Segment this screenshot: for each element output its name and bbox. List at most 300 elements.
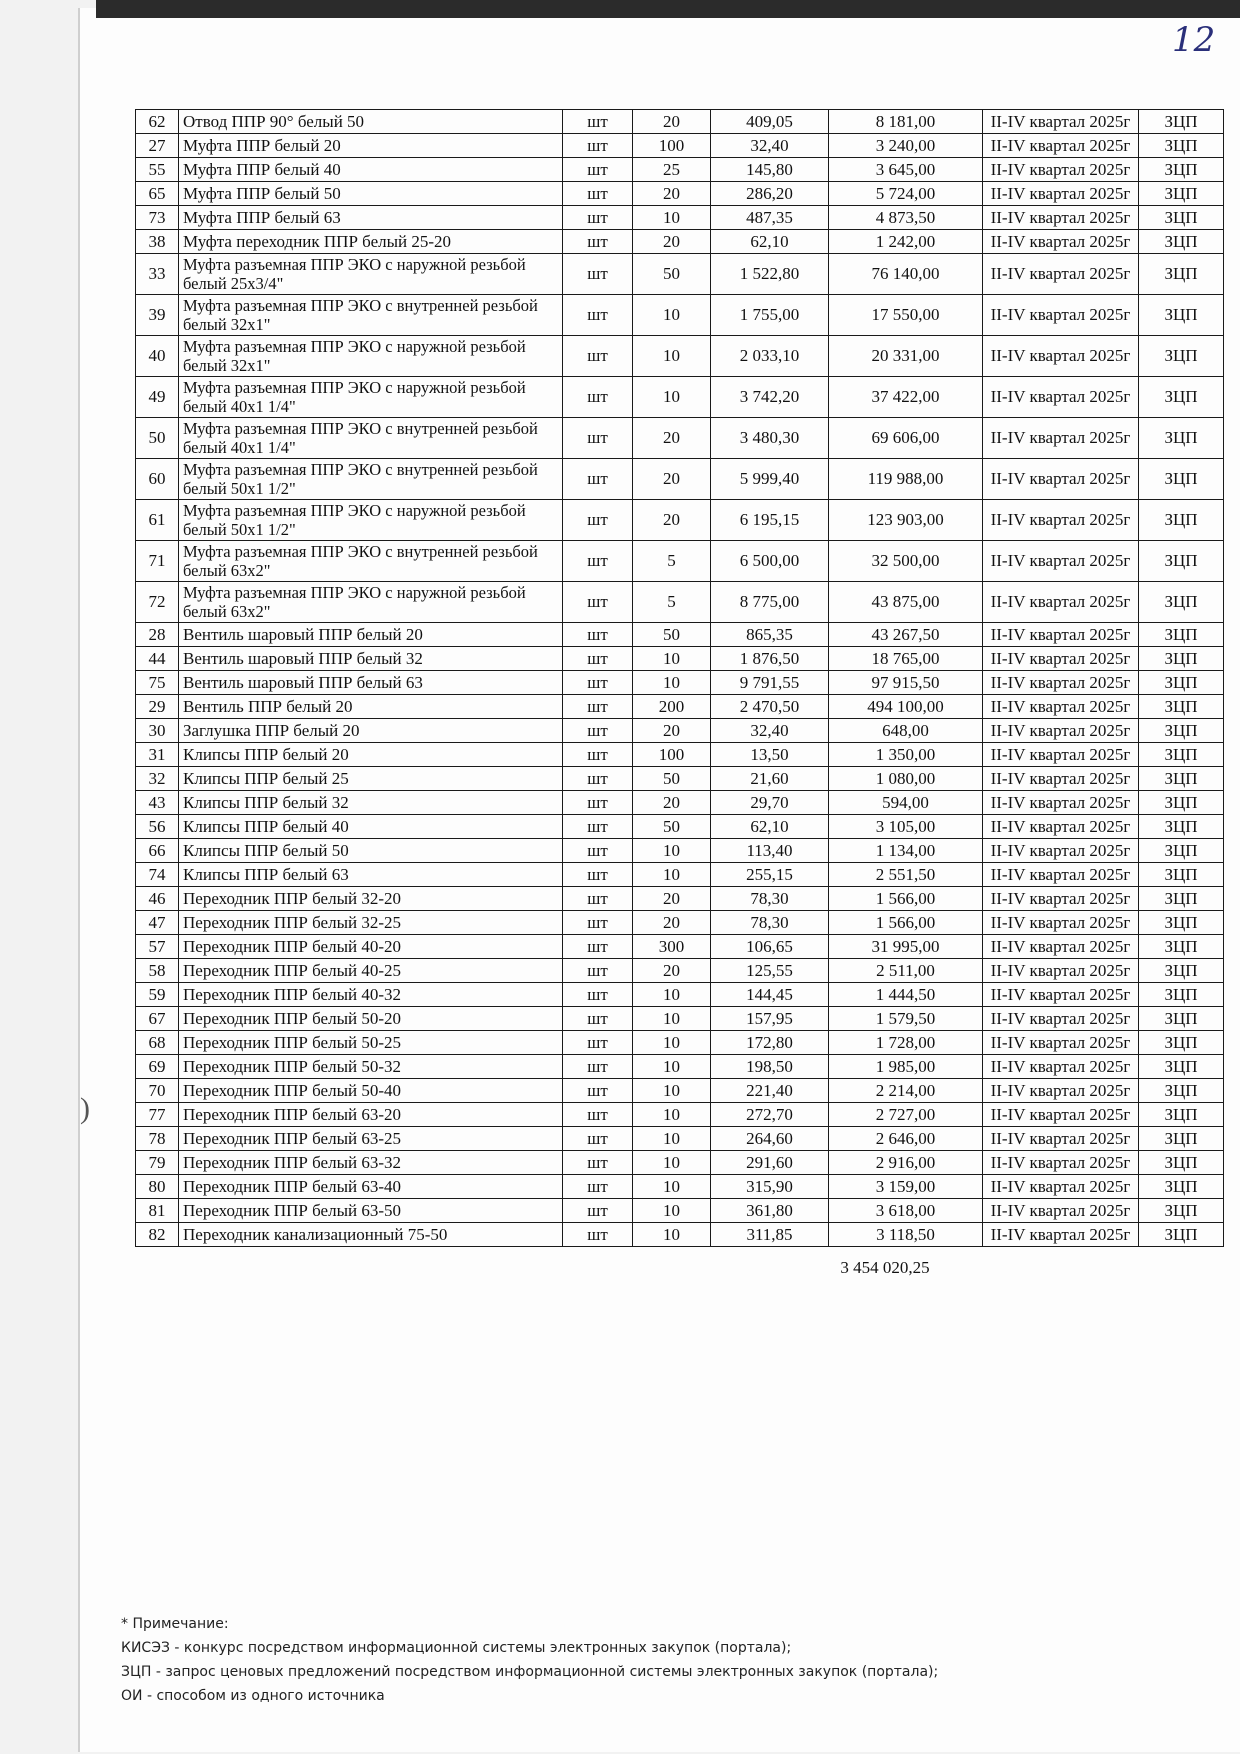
item-name: Вентиль шаровый ППР белый 32 xyxy=(179,647,563,671)
unit-cell: шт xyxy=(563,1055,633,1079)
sum-cell: 1 579,50 xyxy=(829,1007,983,1031)
table-row xyxy=(136,887,1224,911)
price-cell: 487,35 xyxy=(711,206,829,230)
unit-cell: шт xyxy=(563,815,633,839)
term-cell: II-IV квартал 2025г xyxy=(983,459,1139,500)
row-number: 31 xyxy=(136,743,179,767)
unit-cell: шт xyxy=(563,295,633,336)
items-table xyxy=(135,109,1224,1247)
quantity-cell: 20 xyxy=(633,418,711,459)
sum-cell: 1 080,00 xyxy=(829,767,983,791)
item-name: Муфта разъемная ППР ЭКО с внутренней резьбой белый 63х2" xyxy=(179,541,563,582)
price-cell: 865,35 xyxy=(711,623,829,647)
table-row xyxy=(136,418,1224,459)
method-cell: ЗЦП xyxy=(1139,911,1224,935)
sum-cell: 1 728,00 xyxy=(829,1031,983,1055)
sum-cell: 2 916,00 xyxy=(829,1151,983,1175)
row-number: 78 xyxy=(136,1127,179,1151)
unit-cell: шт xyxy=(563,206,633,230)
sum-cell: 1 134,00 xyxy=(829,839,983,863)
item-name: Муфта разъемная ППР ЭКО с внутренней резьбой белый 40х1 1/4" xyxy=(179,418,563,459)
table-row xyxy=(136,1175,1224,1199)
price-cell: 291,60 xyxy=(711,1151,829,1175)
table-row xyxy=(136,1223,1224,1247)
row-number: 49 xyxy=(136,377,179,418)
row-number: 66 xyxy=(136,839,179,863)
term-cell: II-IV квартал 2025г xyxy=(983,158,1139,182)
item-name: Переходник ППР белый 32-20 xyxy=(179,887,563,911)
sum-cell: 3 118,50 xyxy=(829,1223,983,1247)
term-cell: II-IV квартал 2025г xyxy=(983,1007,1139,1031)
method-cell: ЗЦП xyxy=(1139,815,1224,839)
term-cell: II-IV квартал 2025г xyxy=(983,254,1139,295)
row-number: 44 xyxy=(136,647,179,671)
row-number: 39 xyxy=(136,295,179,336)
quantity-cell: 50 xyxy=(633,254,711,295)
table-row xyxy=(136,206,1224,230)
unit-cell: шт xyxy=(563,582,633,623)
method-cell: ЗЦП xyxy=(1139,983,1224,1007)
notes-line-zcp: ЗЦП - запрос ценовых предложений посредством информационной системы электронных закупок (портала); xyxy=(121,1664,939,1680)
item-name: Вентиль шаровый ППР белый 63 xyxy=(179,671,563,695)
price-cell: 6 195,15 xyxy=(711,500,829,541)
term-cell: II-IV квартал 2025г xyxy=(983,336,1139,377)
quantity-cell: 20 xyxy=(633,500,711,541)
price-cell: 78,30 xyxy=(711,887,829,911)
item-name: Переходник ППР белый 50-25 xyxy=(179,1031,563,1055)
row-number: 40 xyxy=(136,336,179,377)
sum-cell: 3 618,00 xyxy=(829,1199,983,1223)
price-cell: 29,70 xyxy=(711,791,829,815)
price-cell: 3 480,30 xyxy=(711,418,829,459)
row-number: 58 xyxy=(136,959,179,983)
table-row xyxy=(136,719,1224,743)
item-name: Клипсы ППР белый 32 xyxy=(179,791,563,815)
item-name: Муфта ППР белый 40 xyxy=(179,158,563,182)
price-cell: 3 742,20 xyxy=(711,377,829,418)
price-cell: 221,40 xyxy=(711,1079,829,1103)
item-name: Клипсы ППР белый 50 xyxy=(179,839,563,863)
price-cell: 157,95 xyxy=(711,1007,829,1031)
item-name: Переходник ППР белый 40-20 xyxy=(179,935,563,959)
term-cell: II-IV квартал 2025г xyxy=(983,743,1139,767)
quantity-cell: 20 xyxy=(633,230,711,254)
method-cell: ЗЦП xyxy=(1139,230,1224,254)
term-cell: II-IV квартал 2025г xyxy=(983,647,1139,671)
quantity-cell: 200 xyxy=(633,695,711,719)
term-cell: II-IV квартал 2025г xyxy=(983,1175,1139,1199)
quantity-cell: 100 xyxy=(633,743,711,767)
term-cell: II-IV квартал 2025г xyxy=(983,911,1139,935)
unit-cell: шт xyxy=(563,911,633,935)
item-name: Переходник ППР белый 63-32 xyxy=(179,1151,563,1175)
sum-cell: 123 903,00 xyxy=(829,500,983,541)
price-cell: 1 755,00 xyxy=(711,295,829,336)
method-cell: ЗЦП xyxy=(1139,418,1224,459)
item-name: Переходник ППР белый 63-40 xyxy=(179,1175,563,1199)
quantity-cell: 10 xyxy=(633,377,711,418)
quantity-cell: 20 xyxy=(633,959,711,983)
term-cell: II-IV квартал 2025г xyxy=(983,767,1139,791)
term-cell: II-IV квартал 2025г xyxy=(983,1103,1139,1127)
item-name: Переходник ППР белый 40-32 xyxy=(179,983,563,1007)
row-number: 77 xyxy=(136,1103,179,1127)
term-cell: II-IV квартал 2025г xyxy=(983,582,1139,623)
method-cell: ЗЦП xyxy=(1139,791,1224,815)
quantity-cell: 25 xyxy=(633,158,711,182)
unit-cell: шт xyxy=(563,647,633,671)
row-number: 32 xyxy=(136,767,179,791)
unit-cell: шт xyxy=(563,839,633,863)
price-cell: 5 999,40 xyxy=(711,459,829,500)
item-name: Муфта разъемная ППР ЭКО с наружной резьбой белый 32х1" xyxy=(179,336,563,377)
row-number: 80 xyxy=(136,1175,179,1199)
row-number: 65 xyxy=(136,182,179,206)
price-cell: 32,40 xyxy=(711,134,829,158)
item-name: Муфта ППР белый 63 xyxy=(179,206,563,230)
table-row xyxy=(136,1151,1224,1175)
method-cell: ЗЦП xyxy=(1139,623,1224,647)
table-row xyxy=(136,1055,1224,1079)
method-cell: ЗЦП xyxy=(1139,336,1224,377)
sum-cell: 37 422,00 xyxy=(829,377,983,418)
unit-cell: шт xyxy=(563,1127,633,1151)
sum-cell: 2 646,00 xyxy=(829,1127,983,1151)
row-number: 72 xyxy=(136,582,179,623)
row-number: 56 xyxy=(136,815,179,839)
row-number: 43 xyxy=(136,791,179,815)
row-number: 60 xyxy=(136,459,179,500)
table-row xyxy=(136,1031,1224,1055)
unit-cell: шт xyxy=(563,1007,633,1031)
quantity-cell: 10 xyxy=(633,1175,711,1199)
item-name: Переходник ППР белый 63-50 xyxy=(179,1199,563,1223)
row-number: 29 xyxy=(136,695,179,719)
sum-cell: 20 331,00 xyxy=(829,336,983,377)
unit-cell: шт xyxy=(563,418,633,459)
unit-cell: шт xyxy=(563,887,633,911)
row-number: 59 xyxy=(136,983,179,1007)
method-cell: ЗЦП xyxy=(1139,182,1224,206)
method-cell: ЗЦП xyxy=(1139,1007,1224,1031)
quantity-cell: 5 xyxy=(633,582,711,623)
method-cell: ЗЦП xyxy=(1139,541,1224,582)
price-cell: 8 775,00 xyxy=(711,582,829,623)
table-row xyxy=(136,230,1224,254)
term-cell: II-IV квартал 2025г xyxy=(983,935,1139,959)
sum-cell: 43 875,00 xyxy=(829,582,983,623)
price-cell: 145,80 xyxy=(711,158,829,182)
row-number: 50 xyxy=(136,418,179,459)
unit-cell: шт xyxy=(563,230,633,254)
table-row xyxy=(136,983,1224,1007)
item-name: Переходник ППР белый 50-32 xyxy=(179,1055,563,1079)
sum-cell: 2 551,50 xyxy=(829,863,983,887)
unit-cell: шт xyxy=(563,935,633,959)
method-cell: ЗЦП xyxy=(1139,1151,1224,1175)
quantity-cell: 10 xyxy=(633,1151,711,1175)
unit-cell: шт xyxy=(563,1031,633,1055)
row-number: 46 xyxy=(136,887,179,911)
quantity-cell: 10 xyxy=(633,336,711,377)
method-cell: ЗЦП xyxy=(1139,1199,1224,1223)
method-cell: ЗЦП xyxy=(1139,767,1224,791)
term-cell: II-IV квартал 2025г xyxy=(983,1079,1139,1103)
method-cell: ЗЦП xyxy=(1139,134,1224,158)
unit-cell: шт xyxy=(563,134,633,158)
method-cell: ЗЦП xyxy=(1139,1055,1224,1079)
row-number: 70 xyxy=(136,1079,179,1103)
method-cell: ЗЦП xyxy=(1139,863,1224,887)
quantity-cell: 10 xyxy=(633,839,711,863)
item-name: Муфта разъемная ППР ЭКО с наружной резьбой белый 25х3/4" xyxy=(179,254,563,295)
item-name: Муфта разъемная ППР ЭКО с наружной резьбой белый 40х1 1/4" xyxy=(179,377,563,418)
unit-cell: шт xyxy=(563,541,633,582)
item-name: Переходник канализационный 75-50 xyxy=(179,1223,563,1247)
item-name: Муфта ППР белый 50 xyxy=(179,182,563,206)
method-cell: ЗЦП xyxy=(1139,158,1224,182)
item-name: Переходник ППР белый 63-25 xyxy=(179,1127,563,1151)
quantity-cell: 50 xyxy=(633,623,711,647)
item-name: Переходник ППР белый 63-20 xyxy=(179,1103,563,1127)
term-cell: II-IV квартал 2025г xyxy=(983,863,1139,887)
unit-cell: шт xyxy=(563,1103,633,1127)
sum-cell: 18 765,00 xyxy=(829,647,983,671)
term-cell: II-IV квартал 2025г xyxy=(983,839,1139,863)
unit-cell: шт xyxy=(563,1151,633,1175)
table-row xyxy=(136,110,1224,134)
sum-cell: 76 140,00 xyxy=(829,254,983,295)
term-cell: II-IV квартал 2025г xyxy=(983,815,1139,839)
method-cell: ЗЦП xyxy=(1139,647,1224,671)
table-row xyxy=(136,743,1224,767)
table-row xyxy=(136,839,1224,863)
price-cell: 9 791,55 xyxy=(711,671,829,695)
table-row xyxy=(136,815,1224,839)
method-cell: ЗЦП xyxy=(1139,743,1224,767)
sum-cell: 1 985,00 xyxy=(829,1055,983,1079)
quantity-cell: 20 xyxy=(633,911,711,935)
item-name: Вентиль шаровый ППР белый 20 xyxy=(179,623,563,647)
unit-cell: шт xyxy=(563,1175,633,1199)
table-row xyxy=(136,767,1224,791)
quantity-cell: 10 xyxy=(633,1199,711,1223)
unit-cell: шт xyxy=(563,254,633,295)
quantity-cell: 10 xyxy=(633,295,711,336)
price-cell: 2 470,50 xyxy=(711,695,829,719)
price-cell: 6 500,00 xyxy=(711,541,829,582)
quantity-cell: 10 xyxy=(633,1031,711,1055)
sum-cell: 119 988,00 xyxy=(829,459,983,500)
row-number: 81 xyxy=(136,1199,179,1223)
row-number: 30 xyxy=(136,719,179,743)
unit-cell: шт xyxy=(563,767,633,791)
method-cell: ЗЦП xyxy=(1139,500,1224,541)
table-row xyxy=(136,935,1224,959)
unit-cell: шт xyxy=(563,1223,633,1247)
method-cell: ЗЦП xyxy=(1139,719,1224,743)
price-cell: 264,60 xyxy=(711,1127,829,1151)
table-row xyxy=(136,1079,1224,1103)
sum-cell: 594,00 xyxy=(829,791,983,815)
price-cell: 32,40 xyxy=(711,719,829,743)
table-row xyxy=(136,1103,1224,1127)
item-name: Переходник ППР белый 40-25 xyxy=(179,959,563,983)
price-cell: 113,40 xyxy=(711,839,829,863)
price-cell: 125,55 xyxy=(711,959,829,983)
quantity-cell: 10 xyxy=(633,1103,711,1127)
unit-cell: шт xyxy=(563,1079,633,1103)
sum-cell: 97 915,50 xyxy=(829,671,983,695)
item-name: Переходник ППР белый 50-40 xyxy=(179,1079,563,1103)
quantity-cell: 10 xyxy=(633,1127,711,1151)
unit-cell: шт xyxy=(563,182,633,206)
term-cell: II-IV квартал 2025г xyxy=(983,1199,1139,1223)
table-row xyxy=(136,1007,1224,1031)
table-row xyxy=(136,1127,1224,1151)
sum-cell: 3 645,00 xyxy=(829,158,983,182)
row-number: 33 xyxy=(136,254,179,295)
method-cell: ЗЦП xyxy=(1139,671,1224,695)
term-cell: II-IV квартал 2025г xyxy=(983,295,1139,336)
term-cell: II-IV квартал 2025г xyxy=(983,541,1139,582)
notes-line-oi: ОИ - способом из одного источника xyxy=(121,1688,385,1704)
quantity-cell: 20 xyxy=(633,182,711,206)
sum-cell: 2 727,00 xyxy=(829,1103,983,1127)
row-number: 55 xyxy=(136,158,179,182)
term-cell: II-IV квартал 2025г xyxy=(983,695,1139,719)
sum-cell: 17 550,00 xyxy=(829,295,983,336)
unit-cell: шт xyxy=(563,695,633,719)
row-number: 67 xyxy=(136,1007,179,1031)
table-row xyxy=(136,623,1224,647)
term-cell: II-IV квартал 2025г xyxy=(983,791,1139,815)
sum-cell: 2 511,00 xyxy=(829,959,983,983)
row-number: 27 xyxy=(136,134,179,158)
unit-cell: шт xyxy=(563,671,633,695)
method-cell: ЗЦП xyxy=(1139,839,1224,863)
item-name: Муфта ППР белый 20 xyxy=(179,134,563,158)
unit-cell: шт xyxy=(563,110,633,134)
method-cell: ЗЦП xyxy=(1139,1127,1224,1151)
item-name: Клипсы ППР белый 40 xyxy=(179,815,563,839)
term-cell: II-IV квартал 2025г xyxy=(983,182,1139,206)
price-cell: 198,50 xyxy=(711,1055,829,1079)
term-cell: II-IV квартал 2025г xyxy=(983,134,1139,158)
unit-cell: шт xyxy=(563,158,633,182)
quantity-cell: 100 xyxy=(633,134,711,158)
method-cell: ЗЦП xyxy=(1139,1103,1224,1127)
table-row xyxy=(136,791,1224,815)
price-cell: 78,30 xyxy=(711,911,829,935)
method-cell: ЗЦП xyxy=(1139,110,1224,134)
quantity-cell: 10 xyxy=(633,863,711,887)
item-name: Клипсы ППР белый 63 xyxy=(179,863,563,887)
term-cell: II-IV квартал 2025г xyxy=(983,983,1139,1007)
table-row xyxy=(136,377,1224,418)
price-cell: 409,05 xyxy=(711,110,829,134)
item-name: Вентиль ППР белый 20 xyxy=(179,695,563,719)
unit-cell: шт xyxy=(563,623,633,647)
sum-cell: 3 240,00 xyxy=(829,134,983,158)
item-name: Переходник ППР белый 32-25 xyxy=(179,911,563,935)
sum-cell: 2 214,00 xyxy=(829,1079,983,1103)
quantity-cell: 10 xyxy=(633,647,711,671)
method-cell: ЗЦП xyxy=(1139,295,1224,336)
table-row xyxy=(136,959,1224,983)
quantity-cell: 20 xyxy=(633,887,711,911)
item-name: Отвод ППР 90° белый 50 xyxy=(179,110,563,134)
quantity-cell: 10 xyxy=(633,1007,711,1031)
term-cell: II-IV квартал 2025г xyxy=(983,719,1139,743)
row-number: 38 xyxy=(136,230,179,254)
row-number: 69 xyxy=(136,1055,179,1079)
sum-cell: 1 242,00 xyxy=(829,230,983,254)
method-cell: ЗЦП xyxy=(1139,254,1224,295)
quantity-cell: 10 xyxy=(633,206,711,230)
method-cell: ЗЦП xyxy=(1139,377,1224,418)
method-cell: ЗЦП xyxy=(1139,459,1224,500)
method-cell: ЗЦП xyxy=(1139,935,1224,959)
term-cell: II-IV квартал 2025г xyxy=(983,887,1139,911)
method-cell: ЗЦП xyxy=(1139,582,1224,623)
table-row xyxy=(136,911,1224,935)
unit-cell: шт xyxy=(563,959,633,983)
term-cell: II-IV квартал 2025г xyxy=(983,623,1139,647)
sum-cell: 1 444,50 xyxy=(829,983,983,1007)
method-cell: ЗЦП xyxy=(1139,1175,1224,1199)
price-cell: 106,65 xyxy=(711,935,829,959)
table-row xyxy=(136,254,1224,295)
item-name: Муфта разъемная ППР ЭКО с внутренней резьбой белый 50х1 1/2" xyxy=(179,459,563,500)
quantity-cell: 10 xyxy=(633,1055,711,1079)
sum-cell: 69 606,00 xyxy=(829,418,983,459)
term-cell: II-IV квартал 2025г xyxy=(983,500,1139,541)
table-row xyxy=(136,647,1224,671)
term-cell: II-IV квартал 2025г xyxy=(983,1055,1139,1079)
quantity-cell: 10 xyxy=(633,1223,711,1247)
sum-cell: 32 500,00 xyxy=(829,541,983,582)
sum-cell: 1 350,00 xyxy=(829,743,983,767)
row-number: 74 xyxy=(136,863,179,887)
table-row xyxy=(136,500,1224,541)
table-row xyxy=(136,459,1224,500)
price-cell: 2 033,10 xyxy=(711,336,829,377)
price-cell: 144,45 xyxy=(711,983,829,1007)
quantity-cell: 20 xyxy=(633,719,711,743)
sum-cell: 8 181,00 xyxy=(829,110,983,134)
unit-cell: шт xyxy=(563,336,633,377)
item-name: Заглушка ППР белый 20 xyxy=(179,719,563,743)
term-cell: II-IV квартал 2025г xyxy=(983,959,1139,983)
price-cell: 172,80 xyxy=(711,1031,829,1055)
unit-cell: шт xyxy=(563,377,633,418)
item-name: Муфта разъемная ППР ЭКО с внутренней резьбой белый 32х1" xyxy=(179,295,563,336)
price-cell: 272,70 xyxy=(711,1103,829,1127)
table-row xyxy=(136,1199,1224,1223)
method-cell: ЗЦП xyxy=(1139,1223,1224,1247)
term-cell: II-IV квартал 2025г xyxy=(983,671,1139,695)
quantity-cell: 300 xyxy=(633,935,711,959)
unit-cell: шт xyxy=(563,791,633,815)
row-number: 28 xyxy=(136,623,179,647)
table-row xyxy=(136,695,1224,719)
item-name: Муфта разъемная ППР ЭКО с наружной резьбой белый 63х2" xyxy=(179,582,563,623)
table-row xyxy=(136,863,1224,887)
unit-cell: шт xyxy=(563,719,633,743)
price-cell: 13,50 xyxy=(711,743,829,767)
table-row xyxy=(136,541,1224,582)
